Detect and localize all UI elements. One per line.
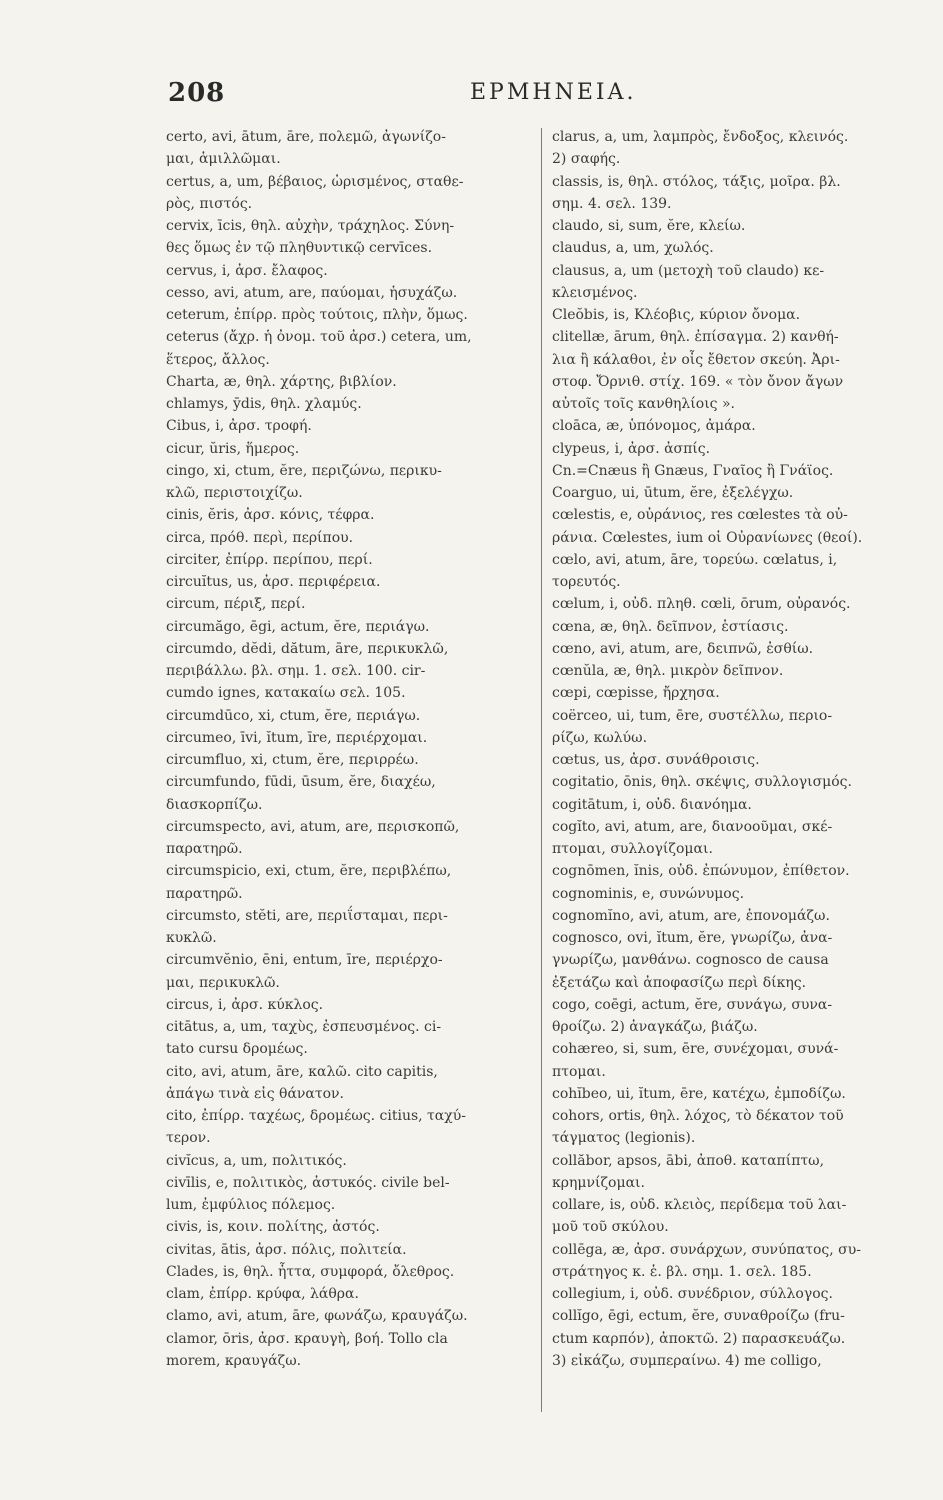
entry-line: cohĭbeo, ui, ĭtum, ēre, κατέχω, ἐμποδίζω. bbox=[552, 1085, 846, 1102]
entry-line: ἐξετάζω καὶ ἀποφασίζω περὶ δίκης. bbox=[552, 974, 807, 991]
entry-line: clamor, ōris, ἀρσ. κραυγὴ, βοή. Tollo cla bbox=[166, 1330, 448, 1347]
entry-line: Charta, æ, θηλ. χάρτης, βιβλίον. bbox=[166, 373, 397, 390]
entry-line: λια ἢ κάλαθοι, ἐν οἷς ἔθετον σκεύη. Ἀρι- bbox=[552, 351, 840, 368]
entry-line: στοφ. Ὄρνιθ. στίχ. 169. « τὸν ὄνον ἄγων bbox=[552, 373, 844, 390]
entry-line: παρατηρῶ. bbox=[166, 885, 243, 902]
entry-line: morem, κραυγάζω. bbox=[166, 1352, 302, 1369]
entry-line: μαι, περικυκλῶ. bbox=[166, 974, 280, 991]
entry-line: classis, is, θηλ. στόλος, τάξις, μοῖρα. βλ. bbox=[552, 173, 841, 190]
entry-line: ράνια. Cœlestes, ium οἱ Οὐρανίωνες (θεοί). bbox=[552, 529, 863, 546]
page-number: 208 bbox=[168, 78, 226, 108]
entry-line: cesso, avi, atum, are, παύομαι, ἡσυχάζω. bbox=[166, 284, 458, 301]
entry-line: circumfundo, fūdi, ūsum, ĕre, διαχέω, bbox=[166, 774, 436, 791]
entry-line: circus, i, ἀρσ. κύκλος. bbox=[166, 996, 324, 1013]
entry-line: cœtus, us, ἀρσ. συνάθροισις. bbox=[552, 752, 760, 768]
entry-line: circumeo, īvi, ĭtum, īre, περιέρχομαι. bbox=[166, 729, 428, 746]
left-column bbox=[166, 126, 552, 1372]
entry-line: lum, ἐμφύλιος πόλεμος. bbox=[166, 1197, 336, 1213]
entry-line: clitellæ, ārum, θηλ. ἐπίσαγμα. 2) κανθή- bbox=[552, 329, 839, 346]
entry-line: circumfluo, xi, ctum, ĕre, περιρρέω. bbox=[166, 752, 419, 768]
entry-line: collare, is, οὐδ. κλειὸς, περίδεμα τοῦ λαι- bbox=[552, 1197, 847, 1213]
entry-line: cognosco, ovi, ĭtum, ĕre, γνωρίζω, ἀνα- bbox=[552, 930, 833, 946]
entry-line: Cleŏbis, is, Κλέοβις, κύριον ὄνομα. bbox=[552, 307, 801, 323]
entry-line: Cn.=Cnæus ἢ Gnæus, Γναῖος ἢ Γνάϊος. bbox=[552, 462, 834, 479]
entry-line: circumspicio, exi, ctum, ĕre, περιβλέπω, bbox=[166, 863, 452, 880]
entry-line: claudus, a, um, χωλός. bbox=[552, 240, 714, 257]
entry-line: cogitatio, ōnis, θηλ. σκέψις, συλλογισμός. bbox=[552, 774, 852, 791]
entry-line: citātus, a, um, ταχὺς, ἐσπευσμένος. ci- bbox=[166, 1019, 442, 1035]
entry-line: claudo, si, sum, ĕre, κλείω. bbox=[552, 218, 746, 234]
entry-line: 3) εἰκάζω, συμπεραίνω. 4) me colligo, bbox=[552, 1352, 822, 1369]
entry-line: circumdo, dĕdi, dătum, āre, περικυκλῶ, bbox=[166, 640, 449, 657]
entry-line: clam, ἐπίρρ. κρύφα, λάθρα. bbox=[166, 1286, 359, 1302]
entry-line: cœpi, cœpisse, ἤρχησα. bbox=[552, 685, 720, 702]
right-column bbox=[552, 126, 932, 1372]
entry-line: coërceo, ui, tum, ēre, συστέλλω, περιο- bbox=[552, 707, 833, 724]
entry-line: παρατηρῶ. bbox=[166, 841, 243, 857]
entry-line: tato cursu δρομέως. bbox=[166, 1041, 308, 1058]
entry-line: cinis, ĕris, ἀρσ. κόνις, τέφρα. bbox=[166, 507, 375, 524]
entry-line: σημ. 4. σελ. 139. bbox=[552, 195, 672, 212]
entry-line: ρὸς, πιστός. bbox=[166, 195, 253, 212]
entry-line: circumdūco, xi, ctum, ĕre, περιάγω. bbox=[166, 707, 421, 724]
entry-line: civitas, ātis, ἀρσ. πόλις, πολιτεία. bbox=[166, 1241, 407, 1258]
entry-line: circumspecto, avi, atum, are, περισκοπῶ, bbox=[166, 818, 460, 835]
entry-line: circuĭtus, us, ἀρσ. περιφέρεια. bbox=[166, 574, 381, 590]
entry-line: civis, is, κοιν. πολίτης, ἀστός. bbox=[166, 1219, 380, 1236]
entry-line: collăbor, apsos, ābi, ἀποθ. καταπίπτω, bbox=[552, 1152, 825, 1169]
entry-line: clamo, avi, atum, āre, φωνάζω, κραυγάζω. bbox=[166, 1308, 468, 1325]
entry-line: circumăgo, ēgi, actum, ĕre, περιάγω. bbox=[166, 618, 430, 635]
entry-line: πτομαι. bbox=[552, 1063, 606, 1080]
entry-line: cohors, ortis, θηλ. λόχος, τὸ δέκατον τοῦ bbox=[552, 1108, 844, 1124]
entry-line: διασκορπίζω. bbox=[166, 796, 263, 813]
entry-line: ἀπάγω τινὰ εἰς θάνατον. bbox=[166, 1085, 345, 1102]
entry-line: cohæreo, si, sum, ēre, συνέχομαι, συνά- bbox=[552, 1041, 839, 1058]
entry-line: cumdo ignes, κατακαίω σελ. 105. bbox=[166, 685, 406, 702]
entry-line: cervus, i, ἀρσ. ἔλαφος. bbox=[166, 262, 328, 279]
entry-line: cœna, æ, θηλ. δεῖπνον, ἑστίασις. bbox=[552, 618, 789, 635]
entry-line: Coarguo, ui, ūtum, ĕre, ἐξελέγχω. bbox=[552, 485, 794, 501]
entry-line: cognōmen, ĭnis, οὐδ. ἐπώνυμον, ἐπίθετον. bbox=[552, 863, 850, 880]
entry-line: θες ὅμως ἐν τῷ πληθυντικῷ cervīces. bbox=[166, 240, 433, 257]
entry-line: κρημνίζομαι. bbox=[552, 1174, 645, 1191]
entry-line: cito, avi, atum, āre, καλῶ. cito capitis, bbox=[166, 1063, 438, 1080]
entry-line: κλεισμένος. bbox=[552, 284, 638, 301]
page-header bbox=[0, 78, 943, 118]
entry-line: τάγματος (legionis). bbox=[552, 1130, 696, 1147]
entry-line: ceterus (ἄχρ. ἡ ὀνομ. τοῦ ἀρσ.) cetera, um, bbox=[166, 329, 472, 346]
entry-line: circiter, ἐπίρρ. περίπου, περί. bbox=[166, 551, 373, 568]
entry-line: περιβάλλω. βλ. σημ. 1. σελ. 100. cir- bbox=[166, 663, 426, 679]
entry-line: πτομαι, συλλογίζομαι. bbox=[552, 841, 713, 857]
entry-line: cœlo, avi, atum, āre, τορεύω. cœlatus, i, bbox=[552, 551, 838, 568]
entry-line: collegium, i, οὐδ. συνέδριον, σύλλογος. bbox=[552, 1286, 833, 1302]
entry-line: 2) σαφής. bbox=[552, 151, 621, 168]
entry-line: ἕτερος, ἄλλος. bbox=[166, 351, 270, 368]
entry-line: cogo, coēgi, actum, ĕre, συνάγω, συνα- bbox=[552, 996, 833, 1013]
entry-line: ceterum, ἐπίρρ. πρὸς τούτοις, πλὴν, ὅμως. bbox=[166, 307, 468, 323]
entry-line: collĭgo, ēgi, ectum, ĕre, συναθροίζω (fru- bbox=[552, 1308, 845, 1325]
entry-line: ρίζω, κωλύω. bbox=[552, 729, 648, 746]
entry-line: cito, ἐπίρρ. ταχέως, δρομέως. citius, ταχύ- bbox=[166, 1108, 466, 1124]
entry-line: στράτηγος κ. ἑ. βλ. σημ. 1. σελ. 185. bbox=[552, 1263, 812, 1280]
entry-line: clarus, a, um, λαμπρὸς, ἔνδοξος, κλεινός. bbox=[552, 129, 849, 145]
column-divider bbox=[541, 128, 542, 1412]
entry-line: κυκλῶ. bbox=[166, 930, 217, 946]
entry-line: αὐτοῖς τοῖς κανθηλίοις ». bbox=[552, 396, 735, 412]
entry-line: circumvĕnio, ēni, entum, īre, περιέρχο- bbox=[166, 952, 443, 969]
entry-line: collēga, æ, ἀρσ. συνάρχων, συνύπατος, συ- bbox=[552, 1241, 861, 1258]
entry-line: circa, πρόθ. περὶ, περίπου. bbox=[166, 529, 354, 546]
running-head: ΕΡΜΗΝΕΙΑ. bbox=[470, 80, 637, 105]
entry-line: μαι, ἁμιλλῶμαι. bbox=[166, 151, 281, 168]
entry-line: civĭcus, a, um, πολιτικός. bbox=[166, 1152, 347, 1169]
entry-line: cognominis, e, συνώνυμος. bbox=[552, 885, 745, 902]
entry-line: κλῶ, περιστοιχίζω. bbox=[166, 485, 303, 501]
entry-line: cogitātum, i, οὐδ. διανόημα. bbox=[552, 796, 752, 813]
entry-line: cœlum, i, οὐδ. πληθ. cœli, ōrum, οὐρανός. bbox=[552, 596, 851, 613]
entry-line: clypeus, i, ἀρσ. ἀσπίς. bbox=[552, 440, 711, 457]
entry-line: cogĭto, avi, atum, are, διανοοῦμαι, σκέ- bbox=[552, 818, 833, 835]
entry-line: μοῦ τοῦ σκύλου. bbox=[552, 1219, 669, 1236]
entry-line: cingo, xi, ctum, ĕre, περιζώνω, περικυ- bbox=[166, 462, 442, 479]
entry-line: cervix, īcis, θηλ. αὐχὴν, τράχηλος. Σύνη- bbox=[166, 218, 455, 234]
entry-line: θροίζω. 2) ἀναγκάζω, βιάζω. bbox=[552, 1019, 758, 1035]
entry-line: τορευτός. bbox=[552, 574, 621, 590]
entry-line: certo, avi, ātum, āre, πολεμῶ, ἀγωνίζο- bbox=[166, 129, 446, 145]
entry-line: chlamys, ȳdis, θηλ. χλαμύς. bbox=[166, 396, 362, 412]
entry-line: cœnŭla, æ, θηλ. μικρὸν δεῖπνον. bbox=[552, 663, 784, 679]
entry-line: circumsto, stĕti, are, περιΐσταμαι, περι- bbox=[166, 907, 448, 924]
entry-line: clausus, a, um (μετοχὴ τοῦ claudo) κε- bbox=[552, 262, 825, 279]
entry-line: cœlestis, e, οὐράνιος, res cœlestes τὰ οὐ- bbox=[552, 507, 848, 524]
entry-line: Clades, is, θηλ. ἧττα, συμφορά, ὄλεθρος. bbox=[166, 1263, 455, 1280]
entry-line: γνωρίζω, μανθάνω. cognosco de causa bbox=[552, 952, 829, 969]
entry-line: cicur, ŭris, ἥμερος. bbox=[166, 440, 300, 457]
entry-line: Cibus, i, ἀρσ. τροφή. bbox=[166, 418, 312, 435]
entry-line: cloāca, æ, ὑπόνομος, ἀμάρα. bbox=[552, 418, 756, 435]
entry-line: τερον. bbox=[166, 1130, 211, 1147]
entry-line: cognomĭno, avi, atum, are, ἐπονομάζω. bbox=[552, 907, 830, 924]
entry-line: ctum καρπόν), ἀποκτῶ. 2) παρασκευάζω. bbox=[552, 1330, 846, 1347]
entry-line: civīlis, e, πολιτικὸς, ἀστυκός. civile bel- bbox=[166, 1174, 450, 1191]
entry-line: certus, a, um, βέβαιος, ὡρισμένος, σταθε- bbox=[166, 173, 464, 190]
entry-line: cœno, avi, atum, are, δειπνῶ, ἐσθίω. bbox=[552, 640, 814, 657]
entry-line: circum, πέριξ, περί. bbox=[166, 596, 306, 613]
